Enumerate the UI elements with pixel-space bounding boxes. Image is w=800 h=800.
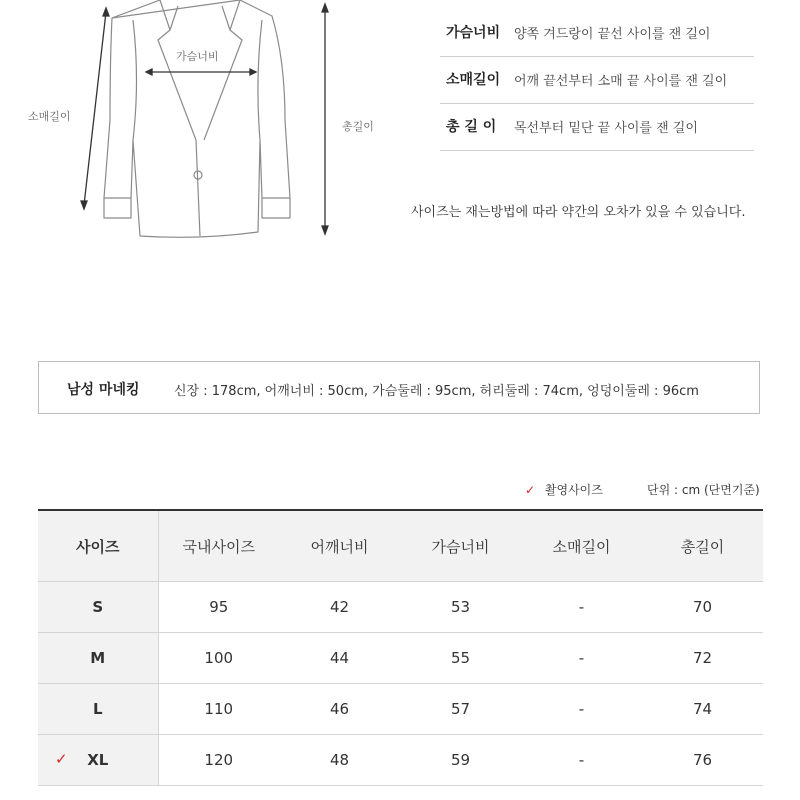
model-info-box [38,361,760,414]
column-header: 사이즈 [38,510,158,582]
table-row [38,633,763,684]
size-label: XL [87,751,109,769]
table-cell: 57 [400,684,521,735]
jacket-diagram [0,0,400,250]
column-header: 소매길이 [521,510,642,582]
table-cell: 48 [279,735,400,786]
shot-size-label: 촬영사이즈 [544,483,603,497]
table-row [38,582,763,633]
unit-label: 단위 : cm (단면기준) [647,483,760,497]
definition-term: 총 길 이 [446,119,497,135]
table-cell: 110 [158,684,279,735]
column-header: 가슴너비 [400,510,521,582]
table-cell: 95 [158,582,279,633]
size-cell: L [38,684,158,735]
table-cell: 42 [279,582,400,633]
definition-desc: 양쪽 겨드랑이 끝선 사이를 잰 길이 [514,27,711,42]
table-cell: 59 [400,735,521,786]
model-title: 남성 마네킹 [67,382,140,398]
size-table [38,509,763,786]
check-icon: ✓ [525,483,536,497]
total-length-label: 총길이 [342,120,374,133]
table-cell: 74 [642,684,763,735]
column-header: 어깨너비 [279,510,400,582]
table-cell: 46 [279,684,400,735]
definition-term: 소매길이 [446,72,501,88]
definition-row [440,9,754,57]
table-row [38,684,763,735]
model-measurements: 신장 : 178cm, 어깨너비 : 50cm, 가슴둘레 : 95cm, 허리둘레 : 74cm, 엉덩이둘레 : 96cm [174,384,699,399]
definition-row [440,103,754,151]
definition-term: 가슴너비 [446,25,501,41]
table-header-row [38,510,763,582]
table-cell: 72 [642,633,763,684]
table-cell: 44 [279,633,400,684]
size-cell: S [38,582,158,633]
table-cell: 70 [642,582,763,633]
table-row [38,735,763,786]
table-cell: - [521,735,642,786]
measurement-note: 사이즈는 재는방법에 따라 약간의 오차가 있을 수 있습니다. [411,205,746,220]
definition-desc: 목선부터 밑단 끝 사이를 잰 길이 [514,121,698,136]
column-header: 국내사이즈 [158,510,279,582]
size-cell-shot [38,735,158,786]
table-cell: 53 [400,582,521,633]
table-cell: 120 [158,735,279,786]
shot-size-legend [525,481,603,498]
table-cell: - [521,684,642,735]
size-cell: M [38,633,158,684]
table-cell: - [521,633,642,684]
table-cell: 55 [400,633,521,684]
column-header: 총길이 [642,510,763,582]
check-icon: ✓ [55,750,68,768]
table-cell: 76 [642,735,763,786]
sleeve-length-label: 소매길이 [28,110,71,123]
definition-row [440,56,754,104]
definition-desc: 어깨 끝선부터 소매 끝 사이를 잰 길이 [514,74,728,89]
chest-width-label: 가슴너비 [176,50,219,63]
table-cell: - [521,582,642,633]
table-cell: 100 [158,633,279,684]
